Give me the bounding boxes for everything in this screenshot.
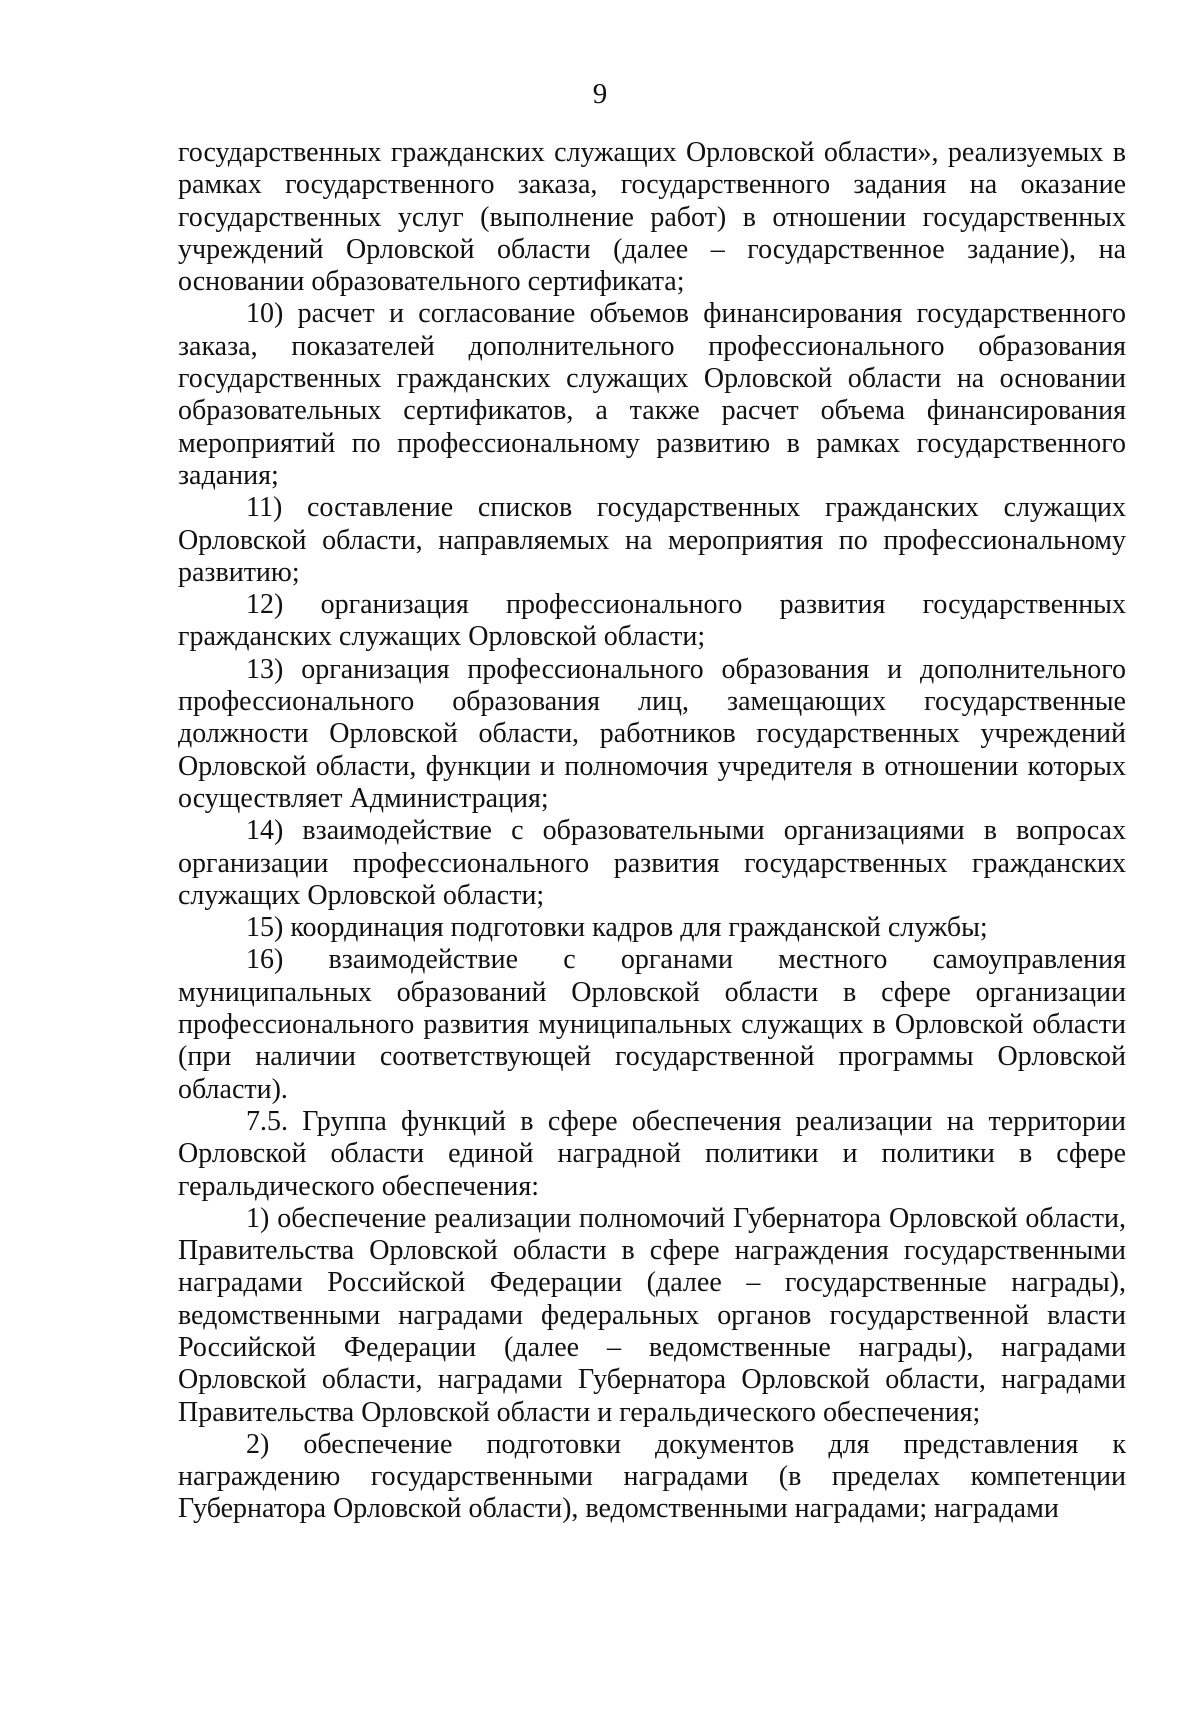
paragraph-item-16: 16) взаимодействие с органами местного самоуправления муниципальных образований Орловской области в сфере организации профессионального развития муниципальных служащих в Орловской области (при наличии соответствующей государственной программы Орловской области). bbox=[178, 944, 1126, 1105]
document-body bbox=[178, 137, 1126, 1526]
page-number: 9 bbox=[592, 78, 608, 110]
section-heading-7-5: 7.5. Группа функций в сфере обеспечения реализации на территории Орловской области единой наградной политики и политики в сфере геральдического обеспечения: bbox=[178, 1105, 1126, 1202]
paragraph-item-2: 2) обеспечение подготовки документов для представления к награждению государственными наградами (в пределах компетенции Губернатора Орловской области), ведомственными наградами; наградами bbox=[178, 1428, 1126, 1525]
paragraph-item-11: 11) составление списков государственных гражданских служащих Орловской области, направляемых на мероприятия по профессиональному развитию; bbox=[178, 492, 1126, 588]
paragraph-item-13: 13) организация профессионального образования и дополнительного профессионального образования лиц, замещающих государственные должности Орловской области, работников государственных учреждений Орловской области, функции и полномочия учредителя в отношении которых осуществляет Администрация; bbox=[178, 653, 1126, 814]
paragraph-continuation: государственных гражданских служащих Орловской области», реализуемых в рамках государственного заказа, государственного задания на оказание государственных услуг (выполнение работ) в отношении государственных учреждений Орловской области (далее – государственное задание), на основании образовательного сертификата; bbox=[178, 137, 1126, 298]
paragraph-item-15: 15) координация подготовки кадров для гражданской службы; bbox=[246, 912, 988, 944]
paragraph-item-14: 14) взаимодействие с образовательными организациями в вопросах организации профессионального развития государственных гражданских служащих Орловской области; bbox=[178, 815, 1126, 911]
paragraph-item-12: 12) организация профессионального развития государственных гражданских служащих Орловской области; bbox=[178, 589, 1126, 653]
paragraph-item-10: 10) расчет и согласование объемов финансирования государственного заказа, показателей дополнительного профессионального образования государственных гражданских служащих Орловской области на основании образовательных сертификатов, а также расчет объема финансирования мероприятий по профессиональному развитию в рамках государственного задания; bbox=[178, 298, 1126, 491]
paragraph-item-1: 1) обеспечение реализации полномочий Губернатора Орловской области, Правительства Орловской области в сфере награждения государственными наградами Российской Федерации (далее – государственные награды), ведомственными наградами федеральных органов государственной власти Российской Федерации (далее – ведомственные награды), наградами Орловской области, наградами Губернатора Орловской области, наградами Правительства Орловской области и геральдического обеспечения; bbox=[178, 1202, 1126, 1428]
